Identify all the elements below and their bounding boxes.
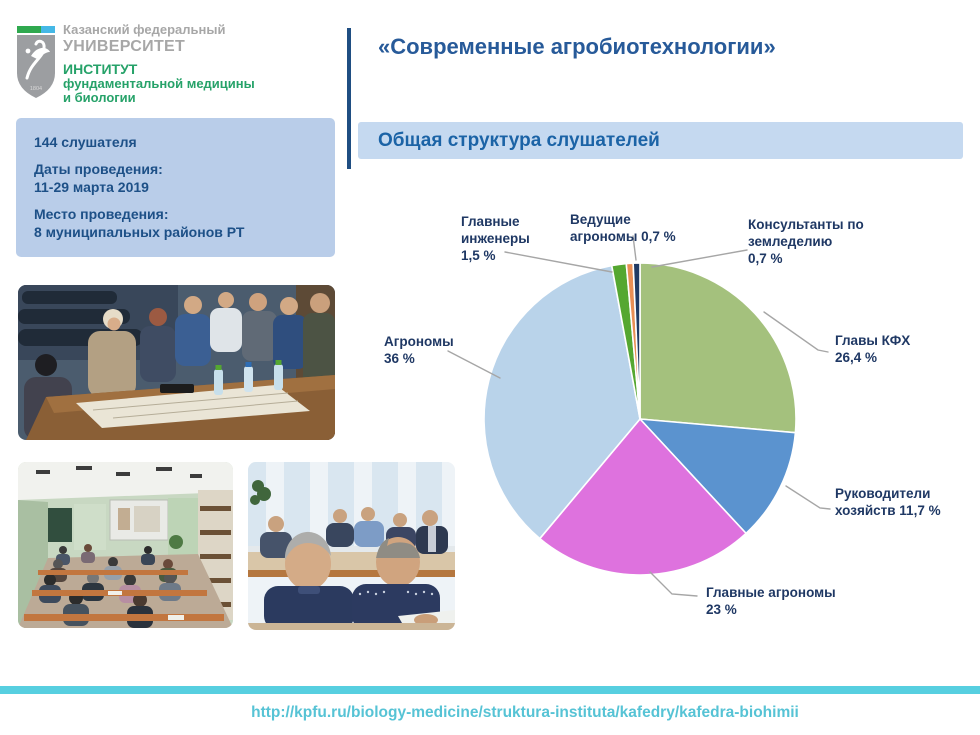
institute-line-2: фундаментальной медицины [63,76,255,91]
leader-line-rukovoditeli [786,486,830,509]
course-info-box [16,118,335,257]
kfu-shield-logo [16,26,56,100]
pie-label-glavnye-inzhenery: Главные инженеры 1,5 % [461,214,530,263]
leader-line-glavnye-agronomy [650,572,697,596]
brand-block [63,22,353,105]
logo-bar-green [17,26,41,33]
pie-label-agronomy: Агрономы 36 % [384,334,454,366]
section-title: Общая структура слушателей [378,130,660,151]
place-group [34,205,317,241]
pie-label-vedushchie-agronomy: Ведущие агрономы 0,7 % [570,212,676,244]
pie-slices [484,263,796,575]
brand-line-2: УНИВЕРСИТЕТ [63,38,186,55]
leader-line-agronomy [448,351,500,378]
pie-label-rukovoditeli: Руководители хозяйств 11,7 % [835,486,941,518]
photo-classroom-lecture [18,462,233,628]
section-header-bar [358,122,963,159]
pie-label-glavy-kfh: Главы КФХ 26,4 % [835,333,911,365]
students-count: 144 слушателя [34,134,137,150]
pie-label-konsultanty: Консультанты по земледелию 0,7 % [748,217,864,266]
brand-line-1: Казанский федеральный [63,22,226,37]
photo-workshop-around-table [18,285,335,440]
pie-chart [360,190,980,650]
logo-year: 1804 [29,86,43,92]
place-value: 8 муниципальных районов РТ [34,224,245,240]
pie-slice-1 [640,263,796,433]
page-title: «Современные агробиотехнологии» [378,34,776,59]
institute-line-1: ИНСТИТУТ [63,61,138,77]
dates-value: 11-29 марта 2019 [34,179,149,195]
footer-accent-bar [0,686,980,694]
dates-group [34,160,317,196]
footer [0,704,980,722]
place-label: Место проведения: [34,206,169,222]
logo-bar-cyan [41,26,55,33]
dates-label: Даты проведения: [34,161,163,177]
leader-line-konsultanty [652,250,747,267]
footer-url-link[interactable]: http://kpfu.ru/biology-medicine/struktura-instituta/kafedry/kafedra-biohimii [251,704,799,721]
institute-line-3: и биологии [63,90,136,105]
pie-label-glavnye-agronomy: Главные агрономы 23 % [706,585,836,617]
vertical-accent-divider [347,28,351,169]
